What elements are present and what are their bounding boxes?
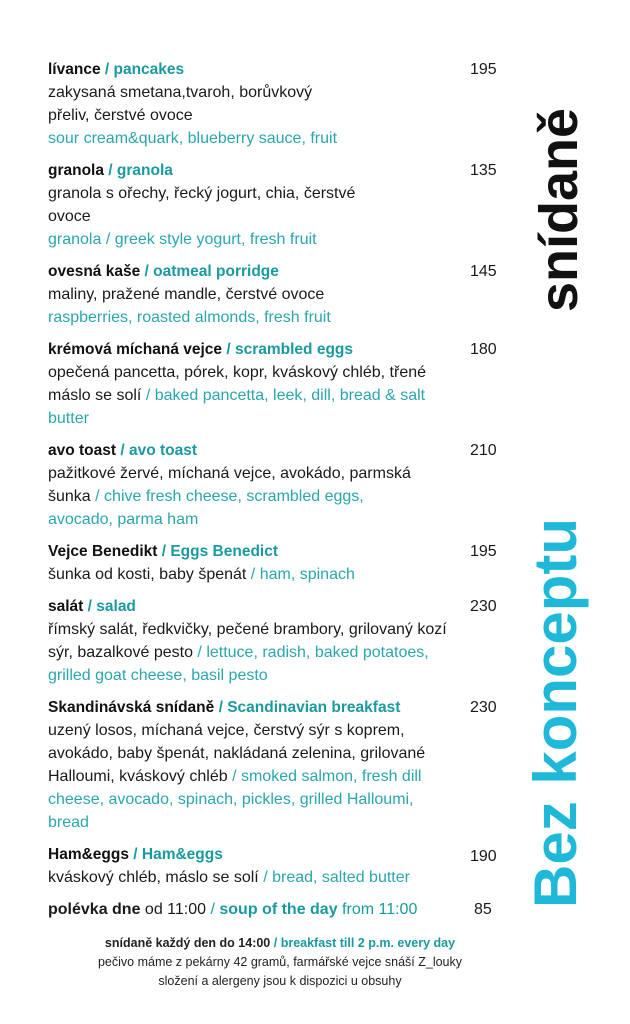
item-description-cz: šunka od kosti, baby špenát [48, 566, 247, 583]
item-name-cz: Ham&eggs [48, 846, 129, 863]
separator: / [116, 442, 129, 459]
menu-item-granola [48, 159, 508, 251]
item-name-cz: ovesná kaše [48, 263, 141, 280]
item-description-en: lettuce, radish, baked potatoes, grilled goat cheese, basil pesto [48, 644, 429, 684]
item-price: 195 [470, 543, 497, 560]
separator: / [90, 488, 105, 505]
item-name-cz: krémová míchaná vejce [48, 341, 223, 358]
item-description-cz: římský salát, ředkvičky, pečené brambory, grilovaný kozí sýr, bazalkové pesto [48, 621, 447, 661]
item-title [48, 843, 508, 866]
menu-item-soup-of-the-day [48, 898, 508, 921]
item-name-en: scrambled eggs [234, 341, 354, 358]
separator: / [227, 768, 241, 785]
item-description-cz: pažitkové žervé, míchaná vejce, avokádo, parmská šunka [48, 465, 411, 505]
section-title: snídaně [529, 107, 589, 312]
separator: / [141, 387, 155, 404]
item-price: 145 [470, 263, 497, 280]
item-title [48, 338, 508, 361]
footer-hours-en: breakfast till 2 p.m. every day [280, 936, 456, 950]
separator: / [214, 699, 228, 716]
item-description-cz: zakysaná smetana,tvaroh, borůvkový přeliv, čerstvé ovoce [48, 84, 313, 124]
item-name-en: Ham&eggs [141, 846, 223, 863]
item-price: 195 [470, 61, 497, 78]
separator: / [206, 901, 220, 918]
item-name-en: avo toast [128, 442, 198, 459]
item-name-en: salad [96, 598, 136, 615]
item-name-cz: lívance [48, 61, 101, 78]
item-description-en: granola / greek style yogurt, fresh fruit [48, 231, 317, 248]
item-description-cz: kváskový chléb, máslo se solí [48, 869, 259, 886]
menu-list [48, 58, 508, 930]
item-price: 190 [470, 848, 497, 865]
item-price: 180 [470, 341, 497, 358]
item-description-cz: uzený losos, míchaná vejce, čerstvý sýr s koprem, avokádo, baby špenát, nakládaná zelenina, grilované Halloumi, kváskový chléb [48, 722, 426, 785]
separator: / [270, 936, 281, 950]
item-description [48, 361, 428, 430]
menu-item-scrambled-eggs [48, 338, 508, 430]
item-name-en: oatmeal porridge [153, 263, 279, 280]
item-time-en: from 11:00 [337, 901, 418, 918]
separator: / [157, 543, 171, 560]
item-name-en: Scandinavian breakfast [227, 699, 401, 716]
item-title [48, 159, 508, 182]
item-price: 85 [474, 901, 492, 918]
item-description [48, 462, 433, 531]
item-name-cz: avo toast [48, 442, 117, 459]
item-title [48, 696, 508, 719]
item-description-cz: granola s ořechy, řecký jogurt, chia, čerstvé ovoce [48, 185, 356, 225]
menu-item-ham-and-eggs [48, 843, 508, 889]
footer-allergens: složení a alergeny jsou k dispozici u obsuhy [158, 974, 402, 988]
separator: / [140, 263, 154, 280]
item-name-en: soup of the day [219, 901, 338, 918]
item-description [48, 719, 448, 834]
separator: / [246, 566, 260, 583]
menu-item-oatmeal-porridge [48, 260, 508, 329]
item-name-cz: Skandinávská snídaně [48, 699, 215, 716]
item-description-en: raspberries, roasted almonds, fresh fruit [48, 309, 331, 326]
item-price: 210 [470, 442, 497, 459]
item-name-cz: polévka dne [48, 901, 141, 918]
item-name-en: Eggs Benedict [170, 543, 279, 560]
separator: / [192, 644, 207, 661]
footer-hours [0, 934, 560, 953]
item-name-en: granola [116, 162, 173, 179]
item-name-cz: salát [48, 598, 84, 615]
item-name-cz: granola [48, 162, 104, 179]
footer-hours-cz: snídaně každý den do 14:00 [104, 936, 271, 950]
item-price: 135 [470, 162, 497, 179]
item-description-cz: maliny, pražené mandle, čerstvé ovoce [48, 286, 325, 303]
item-description-en: chive fresh cheese, scrambled eggs, avocado, parma ham [48, 488, 364, 528]
item-description-en: baked pancetta, leek, dill, bread & salt butter [48, 387, 426, 427]
item-description [48, 866, 458, 889]
brand-logo-text: Bez konceptu [522, 517, 589, 908]
menu-item-avo-toast [48, 439, 508, 531]
menu-item-pancakes [48, 58, 508, 150]
item-description-en: sour cream&quark, blueberry sauce, fruit [48, 130, 338, 147]
menu-item-eggs-benedict [48, 540, 508, 586]
soup-line [48, 898, 508, 921]
menu-item-scandinavian-breakfast [48, 696, 508, 834]
item-description-en: bread, salted butter [272, 869, 410, 886]
item-title [48, 439, 508, 462]
menu-footer [0, 934, 560, 991]
separator: / [100, 61, 114, 78]
menu-item-salad [48, 595, 508, 687]
footer-suppliers: pečivo máme z pekárny 42 gramů, farmářské vejce snáší Z_louky [97, 955, 463, 969]
item-title [48, 260, 508, 283]
item-description-en: smoked salmon, fresh dill cheese, avocado, spinach, pickles, grilled Halloumi, bread [48, 768, 422, 831]
separator: / [128, 846, 142, 863]
item-price: 230 [470, 699, 497, 716]
separator: / [83, 598, 97, 615]
separator: / [222, 341, 235, 358]
item-description [48, 618, 460, 687]
separator: / [103, 162, 117, 179]
item-name-en: pancakes [113, 61, 185, 78]
item-description [48, 563, 458, 586]
item-title [48, 595, 508, 618]
separator: / [258, 869, 273, 886]
item-time-cz: od 11:00 [140, 901, 207, 918]
item-name-cz: Vejce Benedikt [48, 543, 158, 560]
item-description-en: ham, spinach [259, 566, 355, 583]
item-title [48, 540, 508, 563]
item-price: 230 [470, 598, 497, 615]
item-title [48, 58, 508, 81]
item-description-cz: opečená pancetta, pórek, kopr, kváskový chléb, třené máslo se solí [48, 364, 427, 404]
